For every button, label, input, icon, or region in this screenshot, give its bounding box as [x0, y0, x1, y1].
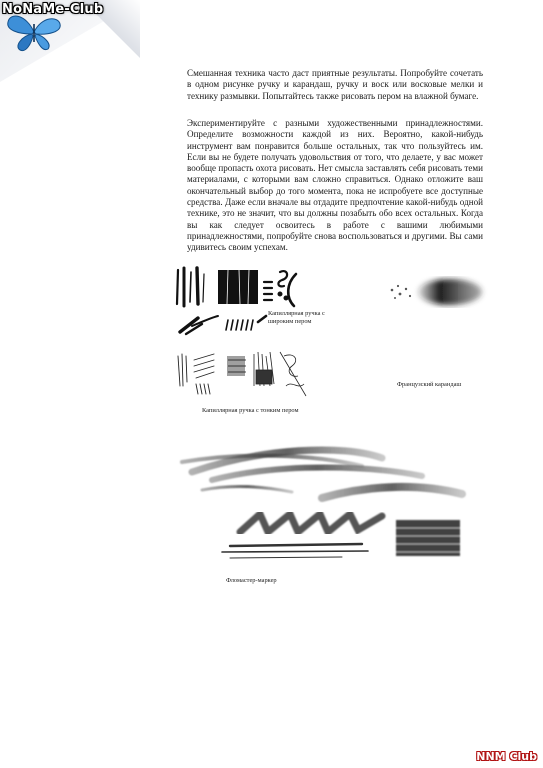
caption-fine-pen: Капиллярная ручка с тонким пером: [202, 407, 299, 414]
caption-wide-pen: Капиллярная ручка с широким пером: [268, 310, 325, 325]
paragraph-experiment: Экспериментируйте с разными художественными принадлежностями. Определите возможности каждой из них. Вероятно, какой-нибудь инструмент вам понравится больше остальных, так что пользуйтесь им. Если вы не будете получать удовольствия от того, что делаете, у вас может вообще пропасть охота рисовать. Нет смысла заставлять себя рисовать теми материалами, с которыми вам сложно справиться. Однако отложите ваш окончательный выбор до того момента, пока не испробуете все доступные средства. Даже если вначале вы отдадите предпочтение какой-нибудь одной технике, это не значит, что вы должны позабыть обо всех остальных. Когда вы как следует освоитесь в работе с вашими любимыми принадлежностями, попробуйте снова воспользоваться и другими. Вы сами удивитесь своим успехам.: [187, 118, 483, 253]
site-watermark: NNM Club: [476, 750, 537, 763]
fine-pen-strokes-illustration: [174, 346, 312, 402]
wide-pen-strokes-illustration: [172, 264, 310, 338]
french-pencil-smudge-illustration: [380, 272, 490, 312]
caption-marker: Фломастер-маркер: [226, 577, 277, 584]
caption-french-pencil: Французский карандаш: [397, 381, 462, 388]
site-logo-text: NoNaMe-Club: [2, 2, 104, 17]
paragraph-mixed-technique: Смешанная техника часто даст приятные результаты. Попробуйте сочетать в одном рисунке ручку и карандаш, ручку и воск или восковые мелки и технику размывки. Попытайтесь также рисовать пером на влажной бумаге.: [187, 68, 483, 101]
marker-strokes-illustration: [172, 440, 472, 568]
